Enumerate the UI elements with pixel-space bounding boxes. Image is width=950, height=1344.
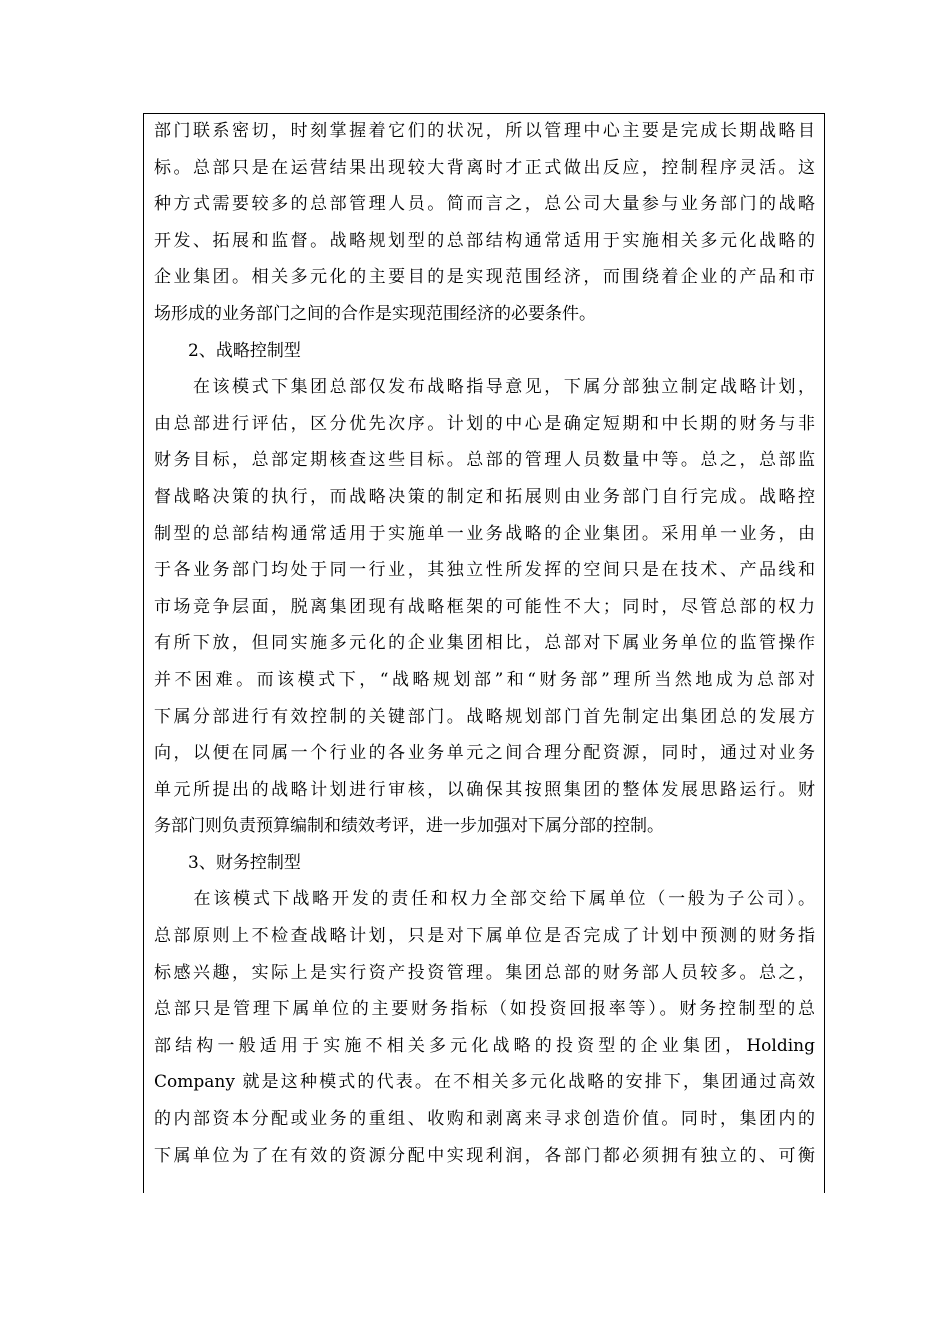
- text-line: 市场竞争层面，脱离集团现有战略框架的可能性不大；同时，尽管总部的权力: [154, 596, 815, 617]
- text-line: 向，以便在同属一个行业的各业务单元之间合理分配资源，同时，通过对业务: [154, 743, 815, 764]
- text-line: 的内部资本分配或业务的重组、收购和剥离来寻求创造价值。同时，集团内的: [154, 1109, 815, 1130]
- section-heading: 2、战略控制型: [154, 340, 301, 361]
- text-line: 财务目标，总部定期核查这些目标。总部的管理人员数量中等。总之，总部监: [154, 450, 815, 471]
- text-line: 标。总部只是在运营结果出现较大背离时才正式做出反应，控制程序灵活。这: [154, 157, 815, 178]
- text-line: Company 就是这种模式的代表。在不相关多元化战略的安排下，集团通过高效: [154, 1072, 815, 1093]
- text-line: 部结构一般适用于实施不相关多元化战略的投资型的企业集团，Holding: [154, 1035, 815, 1056]
- text-line: 单元所提出的战略计划进行审核，以确保其按照集团的整体发展思路运行。财: [154, 779, 815, 800]
- text-line: 总部只是管理下属单位的主要财务指标（如投资回报率等）。财务控制型的总: [154, 999, 815, 1020]
- text-line: 下属单位为了在有效的资源分配中实现利润，各部门都必须拥有独立的、可衡: [154, 1145, 815, 1166]
- text-line: 开发、拓展和监督。战略规划型的总部结构通常适用于实施相关多元化战略的: [154, 230, 815, 251]
- document-body: [154, 113, 815, 1174]
- text-line: 有所下放，但同实施多元化的企业集团相比，总部对下属业务单位的监管操作: [154, 633, 815, 654]
- text-line: 总部原则上不检查战略计划，只是对下属单位是否完成了计划中预测的财务指: [154, 926, 815, 947]
- text-line: 标感兴趣，实际上是实行资产投资管理。集团总部的财务部人员较多。总之，: [154, 962, 815, 983]
- text-line: 由总部进行评估，区分优先次序。计划的中心是确定短期和中长期的财务与非: [154, 413, 815, 434]
- text-line: 场形成的业务部门之间的合作是实现范围经济的必要条件。: [154, 303, 596, 324]
- text-line: 在该模式下战略开发的责任和权力全部交给下属单位（一般为子公司）。: [154, 889, 815, 910]
- text-line: 在该模式下集团总部仅发布战略指导意见，下属分部独立制定战略计划，: [154, 377, 815, 398]
- text-line: 务部门则负责预算编制和绩效考评，进一步加强对下属分部的控制。: [154, 816, 664, 837]
- text-line: 于各业务部门均处于同一行业，其独立性所发挥的空间只是在技术、产品线和: [154, 560, 815, 581]
- text-line: 下属分部进行有效控制的关键部门。战略规划部门首先制定出集团总的发展方: [154, 706, 815, 727]
- text-line: 制型的总部结构通常适用于实施单一业务战略的企业集团。采用单一业务，由: [154, 523, 815, 544]
- text-line: 种方式需要较多的总部管理人员。简而言之，总公司大量参与业务部门的战略: [154, 194, 815, 215]
- text-line: 企业集团。相关多元化的主要目的是实现范围经济，而围绕着企业的产品和市: [154, 267, 815, 288]
- text-line: 部门联系密切，时刻掌握着它们的状况，所以管理中心主要是完成长期战略目: [154, 121, 815, 141]
- text-line: 并不困难。而该模式下，“战略规划部”和“财务部”理所当然地成为总部对: [154, 669, 815, 690]
- section-heading: 3、财务控制型: [154, 852, 301, 873]
- text-line: 督战略决策的执行，而战略决策的制定和拓展则由业务部门自行完成。战略控: [154, 486, 815, 507]
